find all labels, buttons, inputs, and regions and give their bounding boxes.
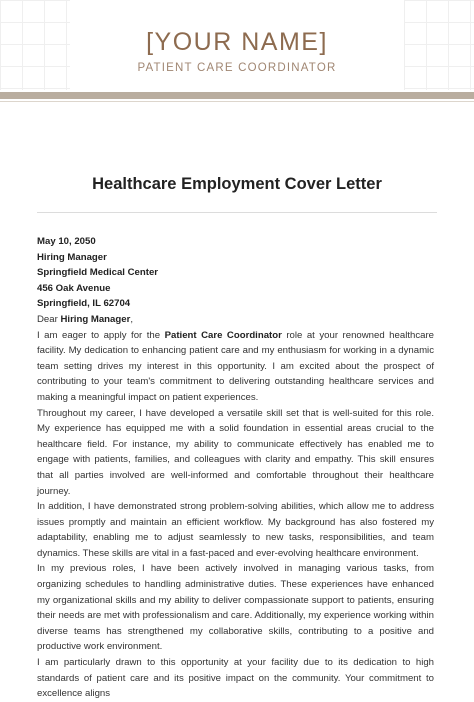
- recipient-title: Hiring Manager: [37, 251, 107, 263]
- salutation-name: Hiring Manager: [60, 313, 131, 325]
- salutation-prefix: Dear: [37, 313, 61, 325]
- recipient-organization: Springfield Medical Center: [37, 267, 159, 279]
- document-title: Healthcare Employment Cover Letter: [92, 175, 382, 193]
- recipient-street: 456 Oak Avenue: [37, 282, 111, 294]
- letterhead: [0, 26, 474, 76]
- letter-date: May 10, 2050: [37, 236, 96, 247]
- paragraph-motivation: I am particularly drawn to this opportunity at your facility due to its dedication to high standards of patient care and its positive impact on the community. Your commitment to excellence aligns: [37, 657, 434, 700]
- title-divider: [37, 212, 437, 213]
- applicant-role: PATIENT CARE COORDINATOR: [137, 62, 337, 74]
- header-band: [0, 92, 474, 99]
- paragraph-experience: In my previous roles, I have been actively involved in managing various tasks, from organizing schedules to handling administrative duties. These experiences have enhanced my organizational skills and my ability to deliver compassionate support to patients, ensuring their needs are met with professionalism and care. Additionally, my experience working within diverse teams has strengthened my collaborative skills, contributing to a positive and productive work environment.: [37, 563, 434, 653]
- letter-body: [37, 234, 434, 702]
- recipient-city: Springfield, IL 62704: [37, 298, 131, 310]
- paragraph-problem-solving: In addition, I have demonstrated strong problem-solving abilities, which allow me to address issues promptly and maintain an efficient workflow. My background has also fostered my adaptability, enabling me to adjust seamlessly to new tasks, responsibilities, and team dynamics. These skills are vital in a fast-paced and ever-evolving healthcare environment.: [37, 501, 434, 559]
- salutation: [37, 312, 434, 328]
- header-band-line: [0, 101, 474, 102]
- paragraph-intro: [37, 328, 434, 406]
- intro-role: Patient Care Coordinator: [164, 329, 282, 341]
- paragraph-skills: Throughout my career, I have developed a versatile skill set that is well-suited for this role. My experience has equipped me with a solid foundation in essential areas crucial to the healthcare field. For instance, my ability to communicate effectively has enabled me to engage with patients, families, and colleagues with clarity and empathy. This skill ensures that all parties involved are well-informed and comfortable throughout their healthcare journey.: [37, 407, 434, 497]
- salutation-suffix: ,: [130, 313, 133, 325]
- intro-text-after: role at your renowned healthcare facility. My dedication to enhancing patient care and my enthusiasm for working in a dynamic team setting drives my interest in this opportunity. I am excited about the prospect of contributing to your team's commitment to delivering outstanding healthcare services and making a meaningful impact on patient experiences.: [37, 329, 434, 403]
- intro-text-before: I am eager to apply for the: [37, 329, 165, 341]
- applicant-name: [YOUR NAME]: [146, 28, 328, 56]
